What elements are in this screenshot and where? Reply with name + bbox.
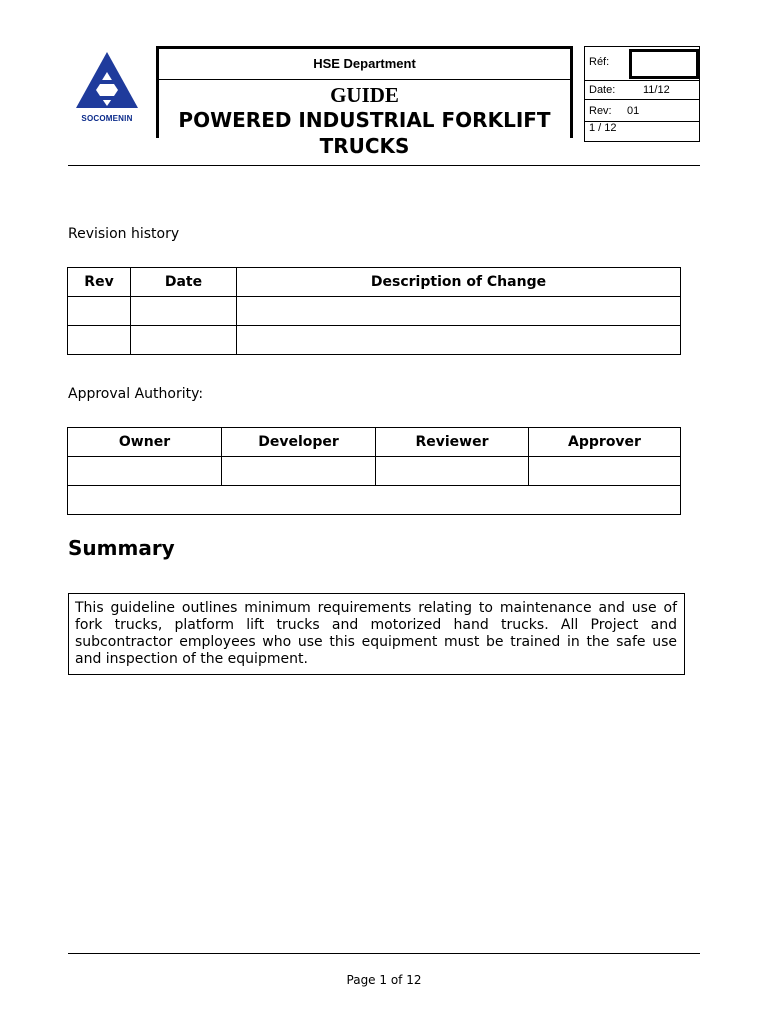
column-header-owner: Owner: [68, 428, 222, 457]
table-cell: [237, 326, 681, 355]
table-row: [68, 457, 681, 486]
table-cell: [237, 297, 681, 326]
department-name: HSE Department: [159, 49, 570, 80]
rev-value: 01: [627, 105, 640, 117]
revision-history-table: [67, 267, 681, 355]
table-row: [68, 326, 681, 355]
date-value: 11/12: [643, 84, 670, 96]
table-cell: [68, 297, 131, 326]
column-header-developer: Developer: [222, 428, 376, 457]
column-header-date: Date: [131, 268, 237, 297]
logo-mark-icon: [74, 50, 140, 114]
revision-history-label: Revision history: [68, 226, 180, 242]
approval-table: [67, 427, 681, 515]
table-cell: [529, 457, 681, 486]
column-header-reviewer: Reviewer: [376, 428, 529, 457]
summary-heading: Summary: [68, 536, 175, 560]
column-header-description: Description of Change: [237, 268, 681, 297]
company-logo: [74, 50, 140, 124]
header-divider: [68, 165, 700, 166]
footer-divider: [68, 953, 700, 954]
page-count: 1 / 12: [589, 122, 617, 134]
table-cell: [131, 326, 237, 355]
date-label: Date:: [589, 84, 616, 96]
table-row: [68, 486, 681, 515]
reference-box: [584, 46, 700, 142]
table-header-row: [68, 268, 681, 297]
table-row: [68, 297, 681, 326]
table-cell: [376, 457, 529, 486]
column-header-rev: Rev: [68, 268, 131, 297]
document-header: [156, 46, 573, 158]
ref-label: Réf:: [589, 56, 610, 68]
table-cell: [68, 486, 681, 515]
table-cell: [68, 326, 131, 355]
rev-label: Rev:: [589, 105, 612, 117]
ref-value: [629, 49, 699, 79]
table-cell: [131, 297, 237, 326]
document-title: POWERED INDUSTRIAL FORKLIFT TRUCKS: [178, 108, 551, 158]
logo-text: SOCOMENIN: [81, 114, 133, 123]
page-number: Page 1 of 12: [346, 973, 422, 987]
table-cell: [68, 457, 222, 486]
column-header-approver: Approver: [529, 428, 681, 457]
summary-text: This guideline outlines minimum requirements relating to maintenance and use of fork trucks, platform lift trucks and motorized hand trucks. All Project and subcontractor employees who use this equipment must be trained in the safe use and inspection of the equipment.: [68, 593, 685, 675]
document-type: GUIDE: [330, 83, 399, 107]
table-cell: [222, 457, 376, 486]
approval-authority-label: Approval Authority:: [68, 386, 204, 402]
table-header-row: [68, 428, 681, 457]
